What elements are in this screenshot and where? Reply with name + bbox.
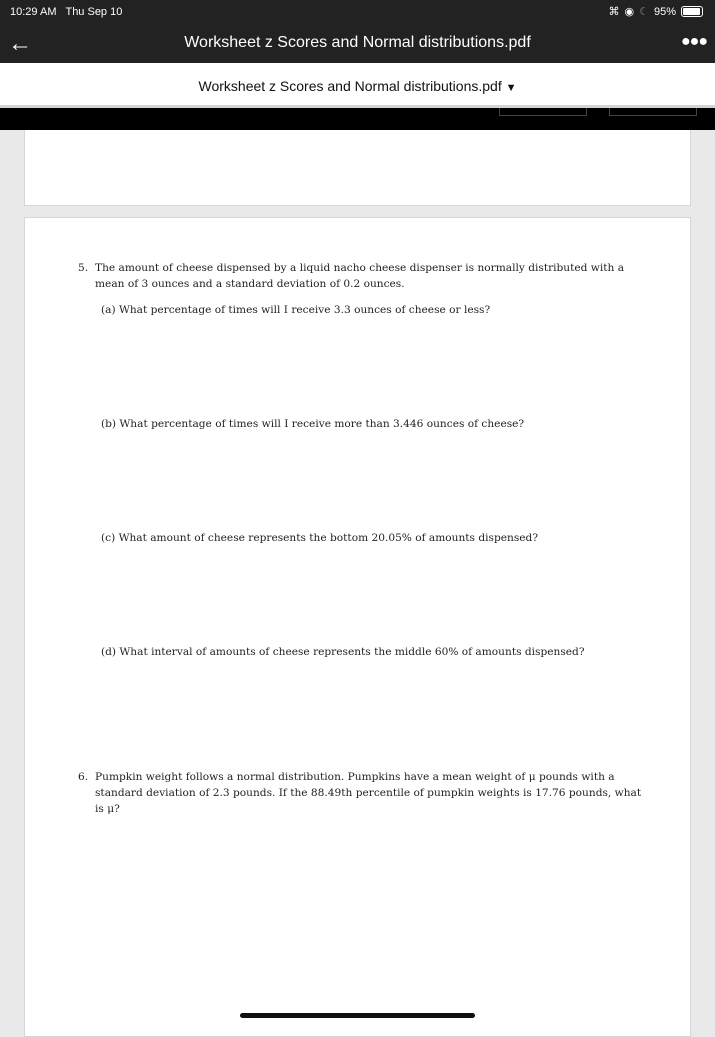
home-indicator[interactable] — [240, 1013, 475, 1018]
nav-title: Worksheet z Scores and Normal distributions.pdf — [184, 34, 531, 51]
document-selector[interactable] — [0, 63, 715, 108]
back-arrow-icon[interactable]: ← — [8, 30, 32, 57]
question-6-line3: is μ? — [95, 803, 120, 815]
question-5b: (b) What percentage of times will I receive more than 3.446 ounces of cheese? — [101, 418, 525, 430]
document-title: Worksheet z Scores and Normal distributions.pdf — [198, 78, 502, 94]
toolbar-button[interactable] — [499, 108, 587, 116]
wifi-icon: ⌘ — [608, 6, 620, 18]
date: Thu Sep 10 — [65, 6, 123, 18]
pdf-page-1 — [24, 130, 691, 206]
question-5-line2: mean of 3 ounces and a standard deviation of 0.2 ounces. — [95, 278, 405, 290]
pdf-page-2 — [24, 217, 691, 1037]
question-5a: (a) What percentage of times will I receive 3.3 ounces of cheese or less? — [101, 304, 491, 316]
status-icons — [608, 5, 703, 18]
question-6-number: 6. — [78, 771, 89, 783]
more-options-icon[interactable]: ●●● — [681, 33, 707, 50]
question-6-line2: standard deviation of 2.3 pounds. If the 88.49th percentile of pumpkin weights is 17.76 pounds, what — [95, 787, 642, 799]
battery-icon — [681, 6, 703, 17]
question-6-line1: Pumpkin weight follows a normal distribution. Pumpkins have a mean weight of μ pounds with a — [95, 771, 615, 783]
chevron-down-icon: ▼ — [505, 82, 517, 94]
time: 10:29 AM — [10, 6, 57, 18]
battery-percent: 95% — [653, 5, 676, 18]
question-5d: (d) What interval of amounts of cheese represents the middle 60% of amounts dispensed? — [101, 646, 585, 658]
orientation-lock-icon: ◉ — [624, 6, 635, 18]
question-5c: (c) What amount of cheese represents the bottom 20.05% of amounts dispensed? — [101, 532, 539, 544]
toolbar-strip — [0, 108, 715, 130]
toolbar-button[interactable] — [609, 108, 697, 116]
question-5-line1: The amount of cheese dispensed by a liquid nacho cheese dispenser is normally distributed with a — [95, 262, 625, 274]
status-bar — [0, 0, 715, 28]
status-time — [10, 6, 122, 18]
nav-bar — [0, 28, 715, 63]
question-5-number: 5. — [78, 262, 89, 274]
moon-icon: ☾ — [639, 6, 649, 18]
